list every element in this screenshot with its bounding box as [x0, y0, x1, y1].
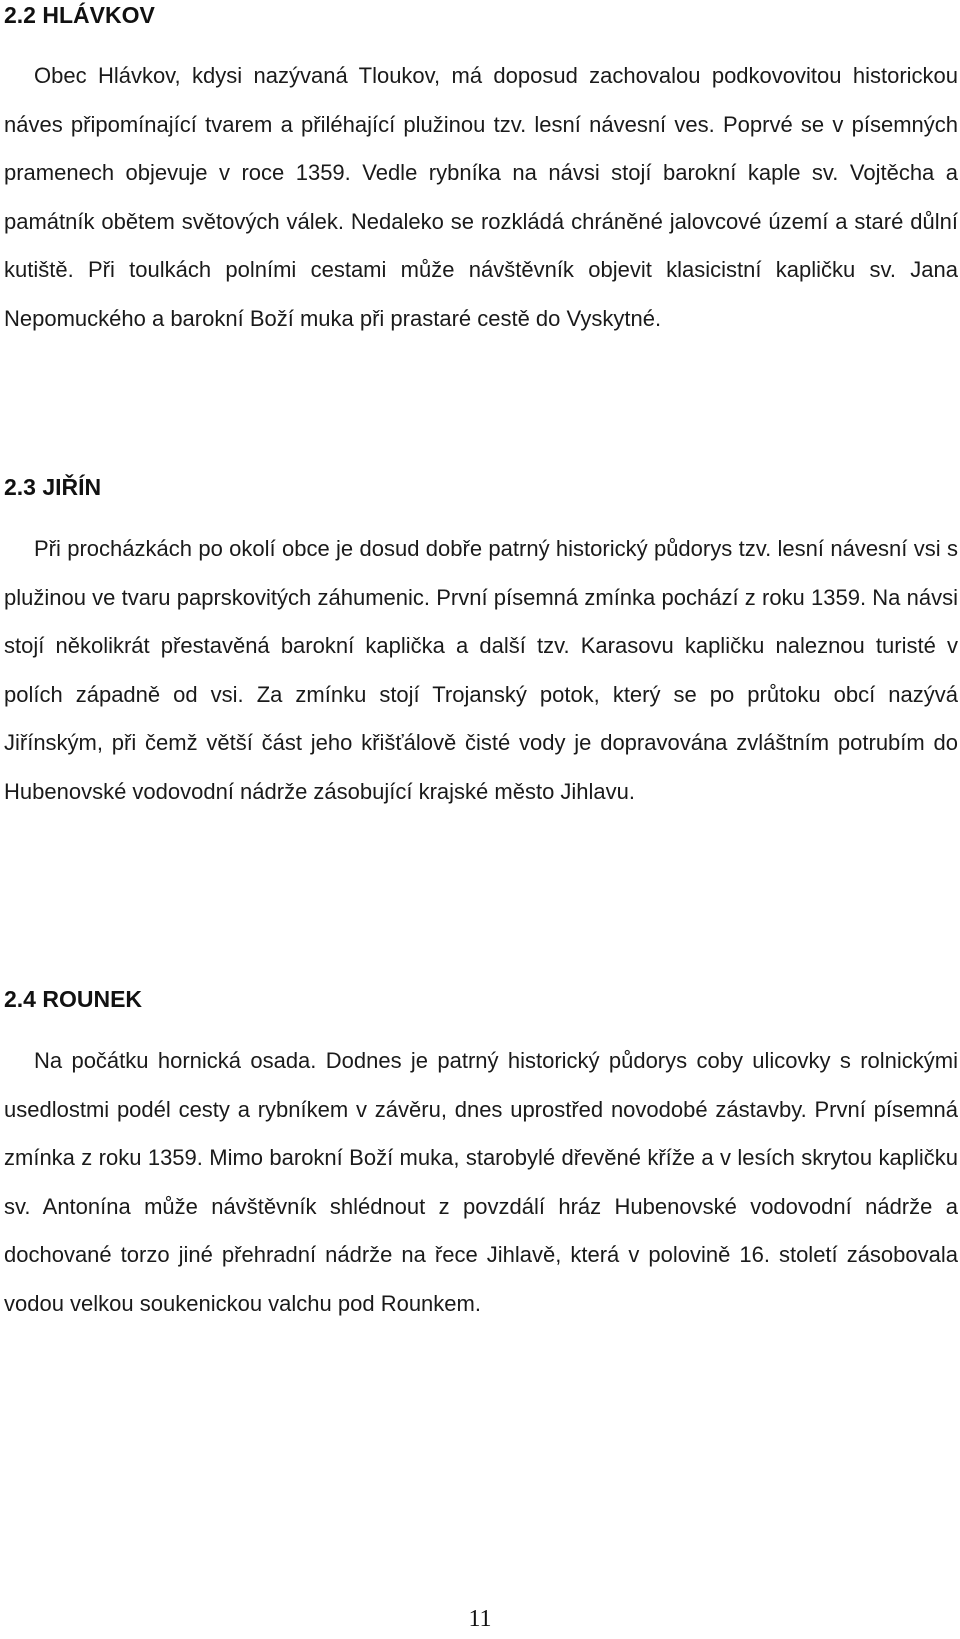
- section-heading: 2.2 HLÁVKOV: [4, 2, 155, 28]
- section-heading: 2.3 JIŘÍN: [4, 474, 102, 500]
- section-paragraph: Na počátku hornická osada. Dodnes je patrný historický půdorys coby ulicovky s rolnickými usedlostmi podél cesty a rybníkem v závěru, dnes uprostřed novodobé zástavby. První písemná zmínka z roku 1359. Mimo barokní Boží muka, starobylé dřevěné kříže a v lesích skrytou kapličku sv. Antonína může návštěvník shlédnout z povzdálí hráz Hubenovské vodovodní nádrže a dochované torzo jiné přehradní nádrže na řece Jihlavě, která v polovině 16. století zásobovala vodou velkou soukenickou valchu pod Rounkem.: [4, 1048, 958, 1316]
- section-rounek: [4, 984, 958, 1328]
- section-paragraph: Při procházkách po okolí obce je dosud dobře patrný historický půdorys tzv. lesní návesní vsi s plužinou ve tvaru paprskovitých záhumenic. První písemná zmínka pochází z roku 1359. Na návsi stojí několikrát přestavěná barokní kaplička a další tzv. Karasovu kapličku naleznou turisté v polích západně od vsi. Za zmínku stojí Trojanský potok, který se po průtoku obcí nazývá Jiřínským, při čemž větší část jeho křišťálově čisté vody je dopravována zvláštním potrubím do Hubenovské vodovodní nádrže zásobující krajské město Jihlavu.: [4, 536, 958, 804]
- section-heading: 2.4 ROUNEK: [4, 986, 143, 1012]
- page-number: 11: [468, 1606, 492, 1632]
- section-paragraph: Obec Hlávkov, kdysi nazývaná Tloukov, má doposud zachovalou podkovovitou historickou náves připomínající tvarem a přiléhající plužinou tzv. lesní návesní ves. Poprvé se v písemných pramenech objevuje v roce 1359. Vedle rybníka na návsi stojí barokní kaple sv. Vojtěcha a památník obětem světových válek. Nedaleko se rozkládá chráněné jalovcové území a staré důlní kutiště. Při toulkách polními cestami může návštěvník objevit klasicistní kapličku sv. Jana Nepomuckého a barokní Boží muka při prastaré cestě do Vyskytné.: [4, 63, 958, 331]
- section-hlavkov: [4, 0, 958, 343]
- section-jirin: [4, 472, 958, 816]
